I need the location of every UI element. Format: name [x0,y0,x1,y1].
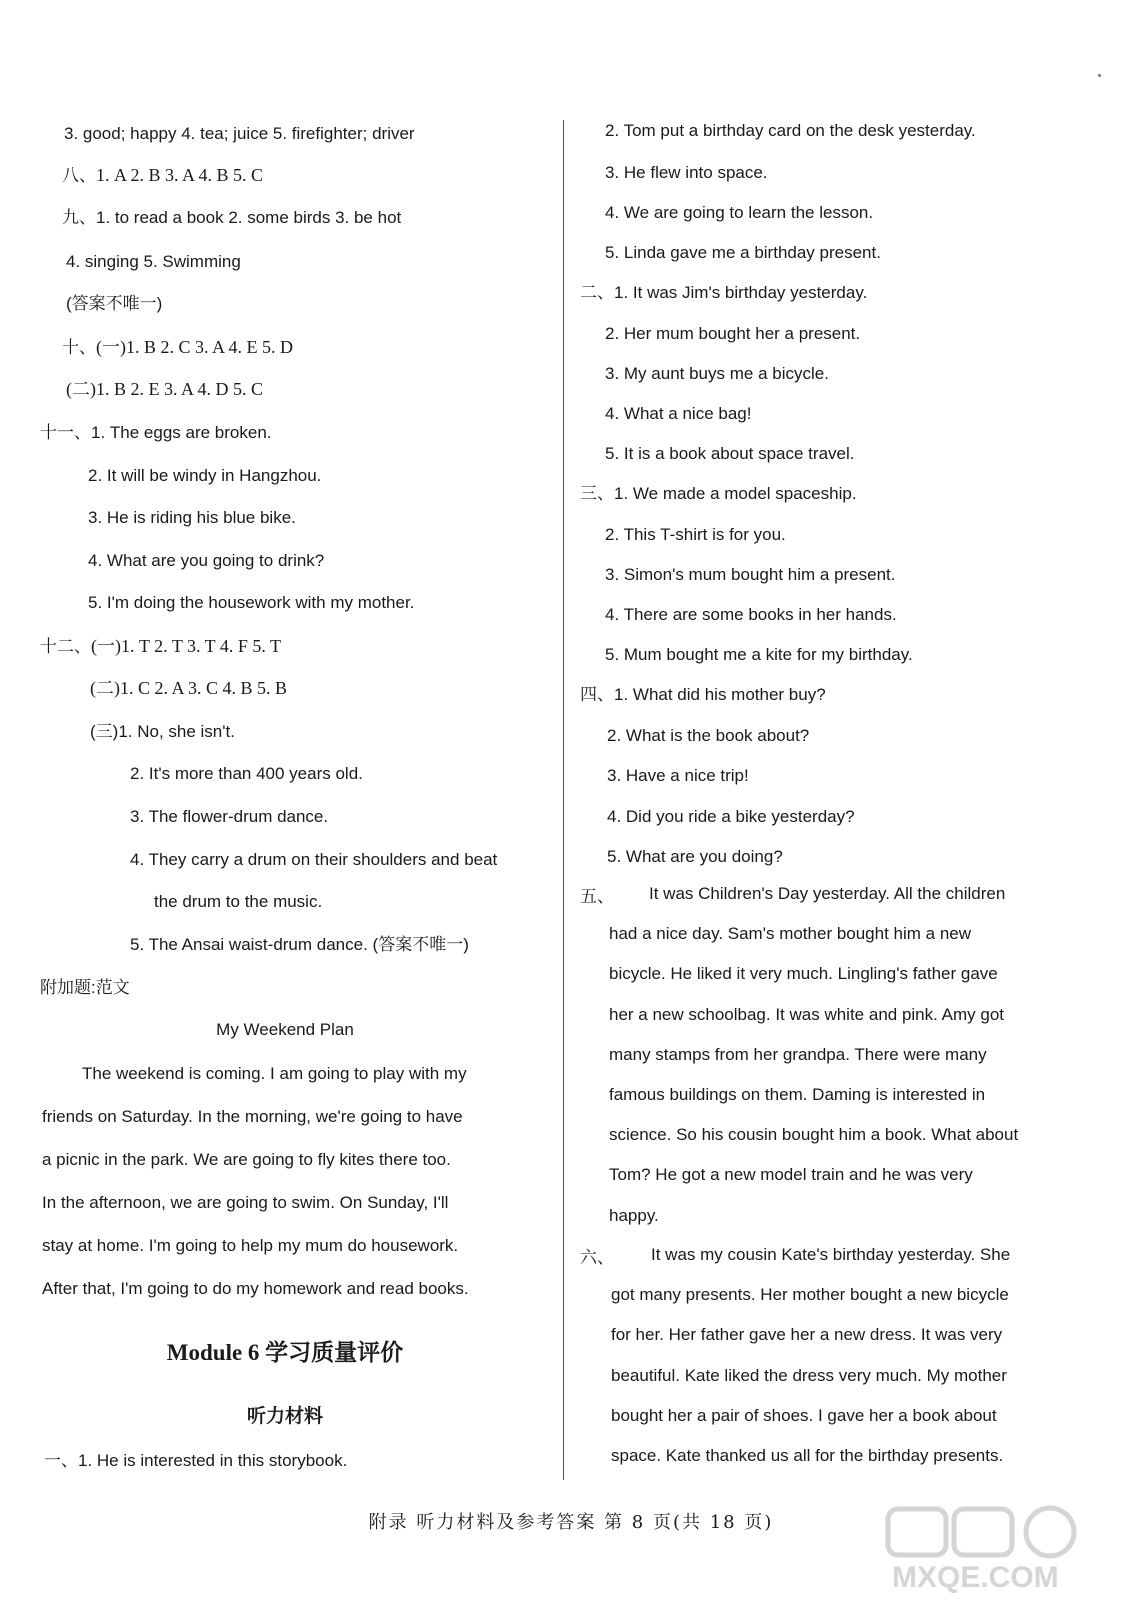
answer-line: (二)1. C 2. A 3. C 4. B 5. B [90,678,288,698]
answer-line: 3. The flower-drum dance. [130,807,329,826]
answer-line: 2. Her mum bought her a present. [605,324,861,343]
answer-line: 5. It is a book about space travel. [605,444,855,463]
section-label: 十一、 [40,423,91,442]
answer-line: 4. Did you ride a bike yesterday? [607,807,855,826]
passage-line: happy. [609,1205,659,1225]
passage-line: bicycle. He liked it very much. Lingling's father gave [609,964,998,984]
answer-line: 2. It's more than 400 years old. [130,764,363,783]
section-4 [580,683,826,707]
answer-line: 3. My aunt buys me a bicycle. [605,364,829,383]
answer-line: (三)1. No, she isn't. [90,722,235,741]
section-2 [580,281,867,305]
answer-line: 2. What is the book about? [607,726,810,745]
section-label: 一、 [44,1451,78,1470]
answer-line: 5. The Ansai waist-drum dance. (答案不唯一) [130,935,469,954]
answer-line: 1. What did his mother buy? [614,685,826,704]
answer-line: 1. A 2. B 3. A 4. B 5. C [96,165,264,185]
answer-line: 5. I'm doing the housework with my mother. [88,593,415,612]
section-10 [62,335,293,360]
answer-line: 1. We made a model spaceship. [614,484,857,503]
passage-line: space. Kate thanked us all for the birthday presents. [611,1446,1004,1466]
passage-line: famous buildings on them. Daming is interested in [609,1085,986,1105]
section-11 [40,421,272,445]
section-label: 四、 [580,685,614,704]
answer-line: 3. good; happy 4. tea; juice 5. firefighter; driver [64,124,415,143]
answer-line: 2. It will be windy in Hangzhou. [88,466,322,485]
answer-line: 3. He is riding his blue bike. [88,508,296,527]
passage-line: beautiful. Kate liked the dress very much. My mother [611,1365,1007,1385]
answer-line: 5. Mum bought me a kite for my birthday. [605,645,913,664]
essay-line: stay at home. I'm going to help my mum do housework. [42,1236,459,1255]
answer-line: 4. What a nice bag! [605,404,752,423]
essay-line: The weekend is coming. I am going to play with my [82,1064,467,1083]
answer-line: 3. He flew into space. [605,163,768,182]
essay-line: After that, I'm going to do my homework and read books. [42,1279,469,1298]
section-label: 六、 [580,1248,614,1267]
section-label: 三、 [580,484,614,503]
listening-title: 听力材料 [246,1405,323,1427]
section-label: 五、 [580,887,614,906]
section-8 [62,163,263,188]
section-label: 十二、 [40,637,91,656]
extra-label: 附加题:范文 [40,978,130,997]
answer-line: 4. singing 5. Swimming [66,252,241,271]
passage-6 [611,1235,1064,1476]
section-label: 二、 [580,283,614,302]
page-footer: 附录 听力材料及参考答案 第 8 页(共 18 页) [368,1512,774,1533]
answer-line: 4. There are some books in her hands. [605,605,897,624]
answer-line: 1. He is interested in this storybook. [78,1451,348,1470]
section-3 [580,482,857,506]
answer-line: 1. to read a book 2. some birds 3. be hot [96,208,402,227]
section-9 [62,206,401,230]
section-12 [40,634,281,659]
answer-line: 3. Simon's mum bought him a present. [605,565,896,584]
watermark-logo [880,1505,1120,1595]
module-title: Module 6 学习质量评价 [166,1340,404,1365]
answer-line: 2. Tom put a birthday card on the desk yesterday. [605,121,976,140]
answer-line: 4. What are you going to drink? [88,551,325,570]
answer-line: 3. Have a nice trip! [607,766,749,785]
essay-line: In the afternoon, we are going to swim. On Sunday, I'll [42,1193,449,1212]
answer-line: 1. The eggs are broken. [91,423,272,442]
answer-line: 4. We are going to learn the lesson. [605,203,874,222]
essay-body [42,1052,528,1310]
essay-line: a picnic in the park. We are going to fly kites there too. [42,1150,451,1169]
essay-line: friends on Saturday. In the morning, we're going to have [42,1107,463,1126]
passage-line: Tom? He got a new model train and he was very [609,1165,973,1185]
section-label: 十、 [62,338,96,357]
scan-dot [1098,74,1101,77]
watermark-text: MXQE.COM [892,1561,1059,1594]
answer-line: (一)1. T 2. T 3. T 4. F 5. T [91,636,282,656]
passage-line: got many presents. Her mother bought a new bicycle [611,1285,1009,1305]
answer-line: (一)1. B 2. C 3. A 4. E 5. D [96,337,294,357]
answer-line: (二)1. B 2. E 3. A 4. D 5. C [66,379,264,399]
answer-line: 1. It was Jim's birthday yesterday. [614,283,868,302]
passage-line: for her. Her father gave her a new dress. It was very [611,1325,1003,1345]
passage-5 [609,874,1064,1236]
note: (答案不唯一) [66,294,163,313]
essay-title: My Weekend Plan [216,1020,354,1039]
answer-line: 2. This T-shirt is for you. [605,525,786,544]
passage-line: It was my cousin Kate's birthday yesterday. She [651,1245,1011,1264]
passage-line: It was Children's Day yesterday. All the children [649,884,1006,903]
passage-line: her a new schoolbag. It was white and pink. Amy got [609,1004,1005,1024]
column-divider [563,120,564,1480]
passage-line: bought her a pair of shoes. I gave her a book about [611,1405,997,1425]
answer-line: the drum to the music. [154,892,323,911]
answer-line: 5. What are you doing? [607,847,783,866]
answer-line: 4. They carry a drum on their shoulders and beat [130,850,498,869]
passage-line: had a nice day. Sam's mother bought him a new [609,924,972,944]
passage-line: many stamps from her grandpa. There were many [609,1044,987,1064]
passage-line: science. So his cousin bought him a book. What about [609,1125,1019,1145]
section-label: 九、 [62,208,96,227]
section-label: 八、 [62,166,96,185]
answer-line: 5. Linda gave me a birthday present. [605,243,881,262]
section-1 [44,1449,347,1473]
